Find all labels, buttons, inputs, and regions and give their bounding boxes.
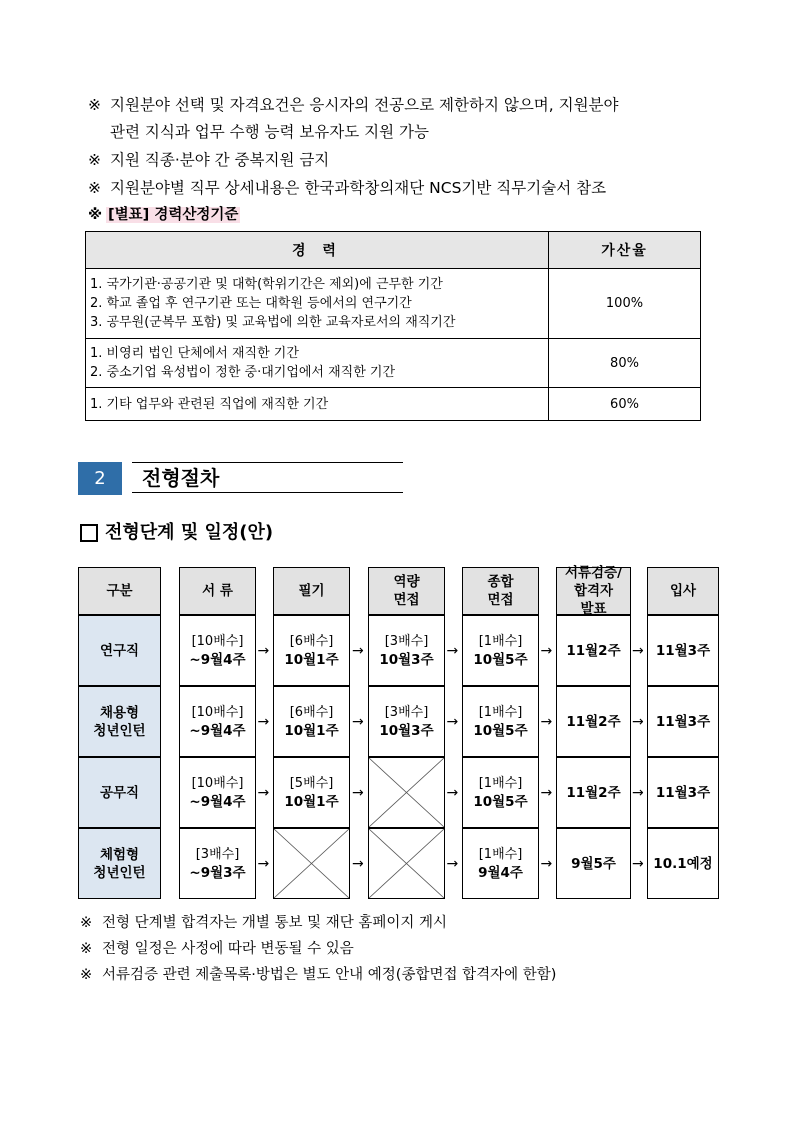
empty-cell [368,828,445,899]
arrow-icon: → [540,713,553,730]
schedule-header [78,567,161,615]
cell-text: 10월1주 [284,722,339,739]
schedule-cell [273,757,350,828]
cell-text: [1배수] [478,704,523,720]
cell-text: [5배수] [289,775,334,791]
cell-text: 11월2주 [566,713,621,730]
schedule-cell [179,686,256,757]
cell-text: 종합 [487,574,514,590]
schedule-cell [647,757,719,828]
schedule-title: 전형단계 및 일정(안) [105,522,274,543]
cell-text: 10월3주 [379,722,434,739]
cell-text: 면접 [487,592,514,608]
schedule-row-label [78,828,161,899]
cell-text: 연구직 [99,642,140,659]
cell-text: 10월5주 [473,722,528,739]
cell-text: [3배수] [195,846,240,862]
cell-text: 청년인턴 [93,864,146,881]
cell-text: 면접 [393,592,420,608]
note-text: 관련 지식과 업무 수행 능력 보유자도 지원 가능 [110,123,429,141]
cell-text: ~9월4주 [189,722,246,739]
career-line: 2. 학교 졸업 후 연구기관 또는 대학원 등에서의 연구기간 [90,296,412,311]
note-mark: ※ [88,207,103,223]
arrow-icon: → [352,713,364,730]
cell-text: [1배수] [478,846,523,862]
note-line [88,93,619,115]
schedule-cell [462,828,539,899]
cell-text: 9월4주 [478,864,523,881]
cross-icon [369,758,444,827]
arrow-icon: → [257,855,270,872]
cell-text: 역량 [393,574,420,590]
note-mark: ※ [80,941,93,957]
schedule-cell [647,686,719,757]
cell-text: 11월3주 [655,713,711,730]
note-mark: ※ [88,179,101,197]
career-header: 경 력 [86,232,549,269]
schedule-cell [368,615,445,686]
schedule-cell [556,686,631,757]
schedule-cell [556,828,631,899]
table-row [86,269,701,339]
cell-text: 체험형 [99,846,140,863]
cell-text: 입사 [669,583,697,599]
table-row [86,388,701,421]
arrow-icon: → [632,784,644,801]
schedule-cell [462,757,539,828]
arrow-icon: → [632,642,644,659]
cell-text: 발표 [580,601,607,617]
cross-icon [369,829,444,898]
cell-text: [3배수] [384,704,429,720]
cell-text: 10월5주 [473,793,528,810]
arrow-icon: → [446,784,459,801]
schedule-cell [462,615,539,686]
cell-text: ~9월4주 [189,651,246,668]
schedule-header [368,567,445,615]
note-text: 전형 일정은 사정에 따라 변동될 수 있음 [102,941,354,957]
schedule-cell [273,686,350,757]
note-mark: ※ [88,151,101,169]
note-text: 지원 직종·분야 간 중복지원 금지 [110,151,330,169]
arrow-icon: → [352,784,364,801]
arrow-icon: → [540,642,553,659]
note-text: 지원분야별 직무 상세내용은 한국과학창의재단 NCS기반 직무기술서 참조 [110,179,607,197]
cell-text: 11월2주 [566,642,621,659]
rate-cell: 60% [549,388,701,421]
arrow-icon: → [257,784,270,801]
note-line [88,176,606,198]
schedule-cell [179,757,256,828]
cell-text: 10월3주 [379,651,434,668]
career-line: 1. 기타 업무와 관련된 직업에 재직한 기간 [90,396,329,412]
schedule-header [462,567,539,615]
note-mark: ※ [88,96,101,114]
table-row [86,339,701,388]
note-text: 전형 단계별 합격자는 개별 통보 및 재단 홈페이지 게시 [102,915,448,931]
cell-text: 서 류 [202,583,233,599]
arrow-icon: → [446,855,459,872]
arrow-icon: → [352,642,364,659]
arrow-icon: → [257,713,270,730]
cell-text: [3배수] [384,633,429,649]
schedule-cell [179,828,256,899]
arrow-icon: → [257,642,270,659]
note-mark: ※ [80,915,93,931]
cell-text: [1배수] [478,633,523,649]
note-text: 지원분야 선택 및 자격요건은 응시자의 전공으로 제한하지 않으며, 지원분야 [110,96,619,114]
cell-text: 11월3주 [655,642,711,659]
arrow-icon: → [632,713,644,730]
schedule-cell [556,757,631,828]
cell-text: 합격자 [573,583,614,599]
arrow-icon: → [352,855,364,872]
cell-text: [6배수] [289,633,334,649]
schedule-cell [647,615,719,686]
cell-text: 10월1주 [284,793,339,810]
schedule-cell [273,615,350,686]
rate-cell: 100% [549,269,701,339]
career-line: 3. 공무원(군복무 포함) 및 교육법에 의한 교육자로서의 재직기간 [90,315,456,330]
cell-text: [10배수] [191,775,244,791]
career-line: 2. 중소기업 육성법이 정한 중·대기업에서 재직한 기간 [90,365,396,380]
schedule-header [273,567,350,615]
arrow-icon: → [446,642,459,659]
cell-text: 10.1예정 [653,855,713,872]
schedule-cell [462,686,539,757]
career-line: 1. 비영리 법인 단체에서 재직한 기간 [90,346,299,361]
note-line [110,120,429,142]
cell-text: 10월5주 [473,651,528,668]
appendix-title: [별표] 경력산정기준 [108,207,239,223]
schedule-cell [368,686,445,757]
cell-text: 9월5주 [571,855,616,872]
career-desc [86,269,549,339]
career-desc [86,388,549,421]
section-title: 전형절차 [132,462,403,493]
rate-cell: 80% [549,339,701,388]
career-table [85,231,701,421]
empty-cell [273,828,350,899]
arrow-icon: → [632,855,644,872]
rate-header: 가산율 [549,232,701,269]
career-line: 1. 국가기관·공공기관 및 대학(학위기간은 제외)에 근무한 기간 [90,277,443,292]
arrow-icon: → [540,855,553,872]
checkbox-icon [80,524,98,542]
cell-text: ~9월3주 [189,864,246,881]
empty-cell [368,757,445,828]
schedule-row-label [78,615,161,686]
note-line [80,937,354,958]
schedule-row-label [78,686,161,757]
cell-text: 구분 [106,583,133,599]
cross-icon [274,829,349,898]
note-mark: ※ [80,967,93,983]
appendix-heading [88,203,240,224]
cell-text: 공무직 [99,784,140,801]
arrow-icon: → [446,713,459,730]
cell-text: [6배수] [289,704,334,720]
note-line [80,911,447,932]
section-number: 2 [78,462,122,495]
cell-text: [10배수] [191,704,244,720]
cell-text: 채용형 [99,704,140,721]
cell-text: 필기 [298,583,325,599]
note-line [88,148,329,170]
cell-text: [1배수] [478,775,523,791]
schedule-row-label [78,757,161,828]
schedule-cell [647,828,719,899]
cell-text: 11월2주 [566,784,621,801]
note-line [80,963,556,984]
schedule-cell [556,615,631,686]
note-text: 서류검증 관련 제출목록·방법은 별도 안내 예정(종합면접 합격자에 한함) [102,967,557,983]
cell-text: 11월3주 [655,784,711,801]
career-desc [86,339,549,388]
cell-text: 10월1주 [284,651,339,668]
cell-text: 청년인턴 [93,722,146,739]
cell-text: [10배수] [191,633,244,649]
schedule-header [647,567,719,615]
cell-text: ~9월4주 [189,793,246,810]
cell-text: 서류검증/ [564,565,623,581]
schedule-header [556,567,631,615]
schedule-cell [179,615,256,686]
arrow-icon: → [540,784,553,801]
schedule-header [179,567,256,615]
